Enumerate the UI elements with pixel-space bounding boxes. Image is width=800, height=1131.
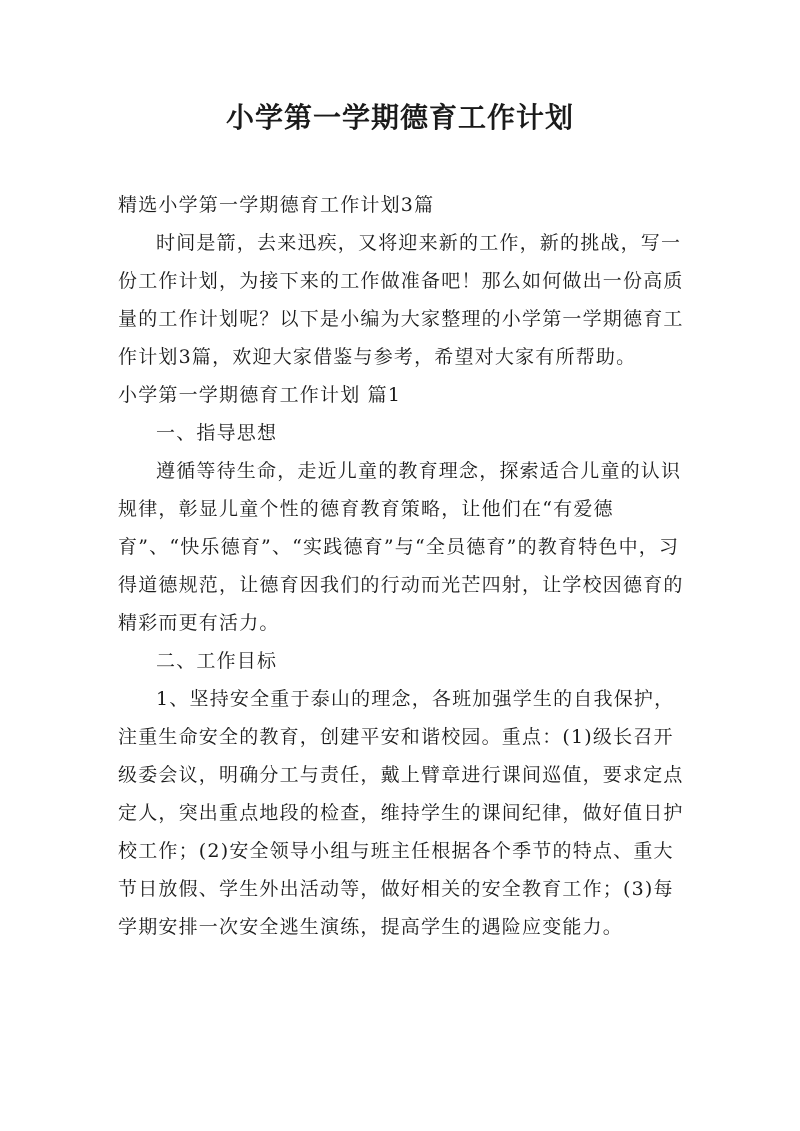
document-body: [118, 186, 688, 946]
heading-work-goals: 二、工作目标: [156, 650, 278, 672]
paragraph-work-goals: 1、坚持安全重于泰山的理念，各班加强学生的自我保护，注重生命安全的教育，创建平安和谐校园。重点：(1)级长召开级委会议，明确分工与责任，戴上臂章进行课间巡值，要求定点定人，突出重点地段的检查，维持学生的课间纪律，做好值日护校工作；(2)安全领导小组与班主任根据各个季节的特点、重大节日放假、学生外出活动等，做好相关的安全教育工作；(3)每学期安排一次安全逃生演练，提高学生的遇险应变能力。: [118, 688, 684, 938]
document-subtitle: 精选小学第一学期德育工作计划3篇: [118, 194, 435, 216]
heading-guiding-ideology: 一、指导思想: [156, 422, 278, 444]
intro-paragraph: 时间是箭，去来迅疾，又将迎来新的工作，新的挑战，写一份工作计划，为接下来的工作做准备吧！那么如何做出一份高质量的工作计划呢？以下是小编为大家整理的小学第一学期德育工作计划3篇，欢迎大家借鉴与参考，希望对大家有所帮助。: [118, 232, 684, 368]
document-title: 小学第一学期德育工作计划: [225, 101, 574, 134]
section-heading: 小学第一学期德育工作计划 篇1: [118, 384, 402, 406]
paragraph-guiding-ideology: 遵循等待生命，走近儿童的教育理念，探索适合儿童的认识规律，彰显儿童个性的德育教育策略，让他们在“有爱德育”、“快乐德育”、“实践德育”与“全员德育”的教育特色中，习得道德规范，让德育因我们的行动而光芒四射，让学校因德育的精彩而更有活力。: [118, 460, 684, 634]
